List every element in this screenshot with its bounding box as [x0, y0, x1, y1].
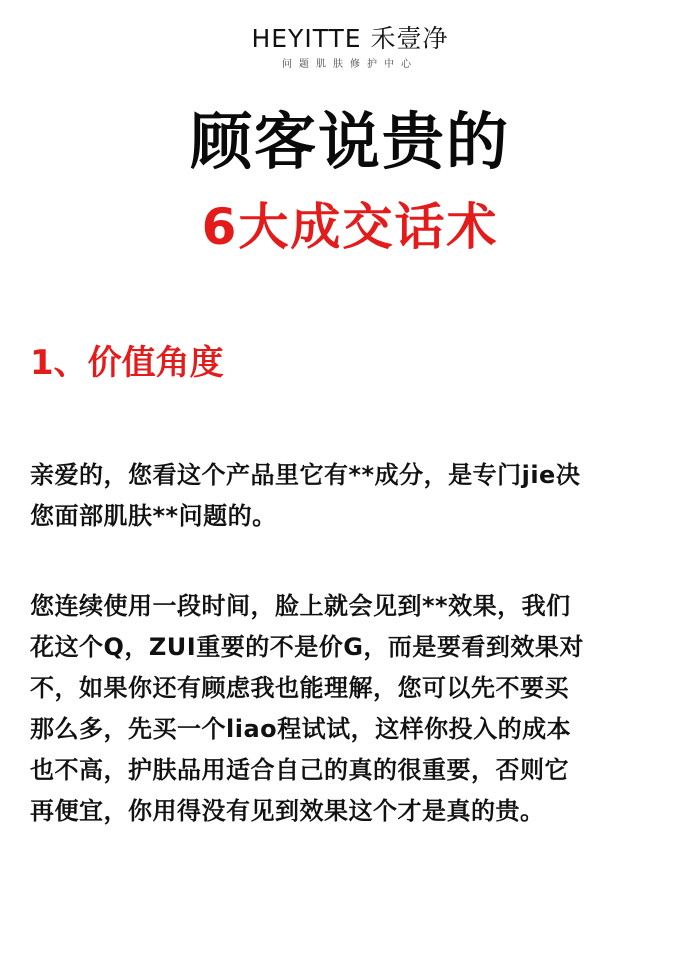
brand-tagline: 问题肌肤修护中心: [282, 59, 418, 70]
page-title: 顾客说贵的: [189, 105, 510, 178]
section-heading: 1、价值角度: [30, 343, 224, 383]
body-paragraph-1: 亲爱的，您看这个产品里它有**成分，是专门jie决 您面部肌肤**问题的。: [30, 461, 581, 530]
brand-header: [0, 22, 700, 72]
body-paragraph-2: 您连续使用一段时间，脸上就会见到**效果，我们 花这个Q，ZUI重要的不是价G，而是要看到效果对 不，如果你还有顾虑我也能理解，您可以先不要买 那么多，先买一个liao程试试，这样你投入的成本 也不高，护肤品用适合自己的真的很重要，否则它 再便宜，你用得没有见到效果这个才是真的贵。: [30, 592, 584, 825]
brand-logo-text: HEYITTE 禾壹净: [251, 24, 449, 53]
page-subtitle: 6大成交话术: [201, 198, 499, 256]
